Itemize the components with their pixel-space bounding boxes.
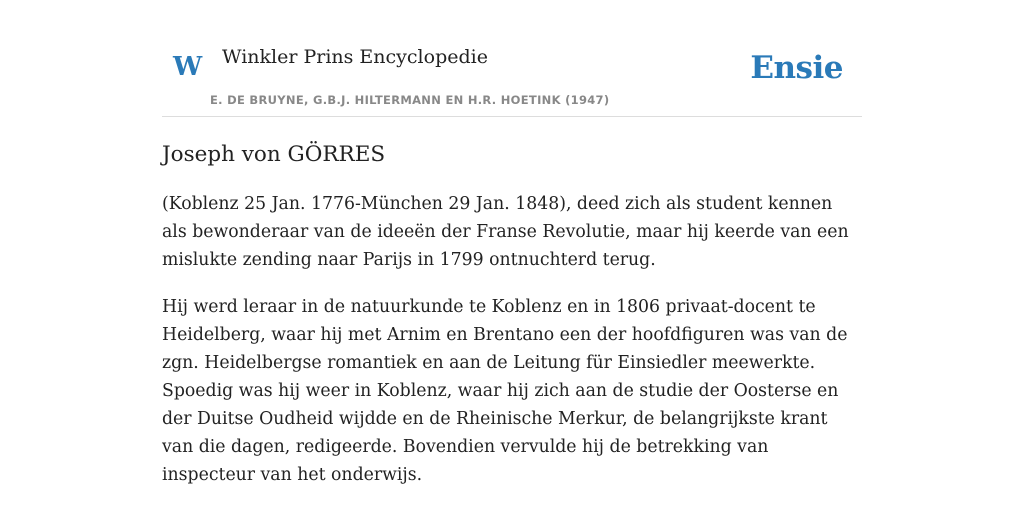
article-paragraph: (Koblenz 25 Jan. 1776-München 29 Jan. 1848), deed zich als student kennen als bewonderaar van de ideeën der Franse Revolutie, maar hij keerde van een mislukte zending naar Parijs in 1799 ontnuchterd terug. — [162, 194, 849, 270]
site-title[interactable]: Winkler Prins Encyclopedie — [222, 46, 488, 68]
article-title: Joseph von GÖRRES — [162, 142, 386, 167]
ensie-logo[interactable]: Ensie — [750, 50, 843, 86]
article-paragraph: Hij werd leraar in de natuurkunde te Koblenz en in 1806 privaat-docent te Heidelberg, waar hij met Arnim en Brentano een der hoofdfiguren was van de zgn. Heidelbergse romantiek en aan de Leitung für Einsiedler meewerkte. Spoedig was hij weer in Koblenz, waar hij zich aan de studie der Oosterse en der Duitse Oudheid wijdde en de Rheinische Merkur, de belangrijkste krant van die dagen, redigeerde. Bovendien vervulde hij de betrekking van inspecteur van het onderwijs. — [162, 297, 848, 485]
article — [162, 136, 862, 508]
header — [162, 0, 862, 117]
winkler-prins-logo[interactable]: W — [173, 52, 203, 82]
authors-line: E. DE BRUYNE, G.B.J. HILTERMANN EN H.R. HOETINK (1947) — [210, 93, 610, 107]
